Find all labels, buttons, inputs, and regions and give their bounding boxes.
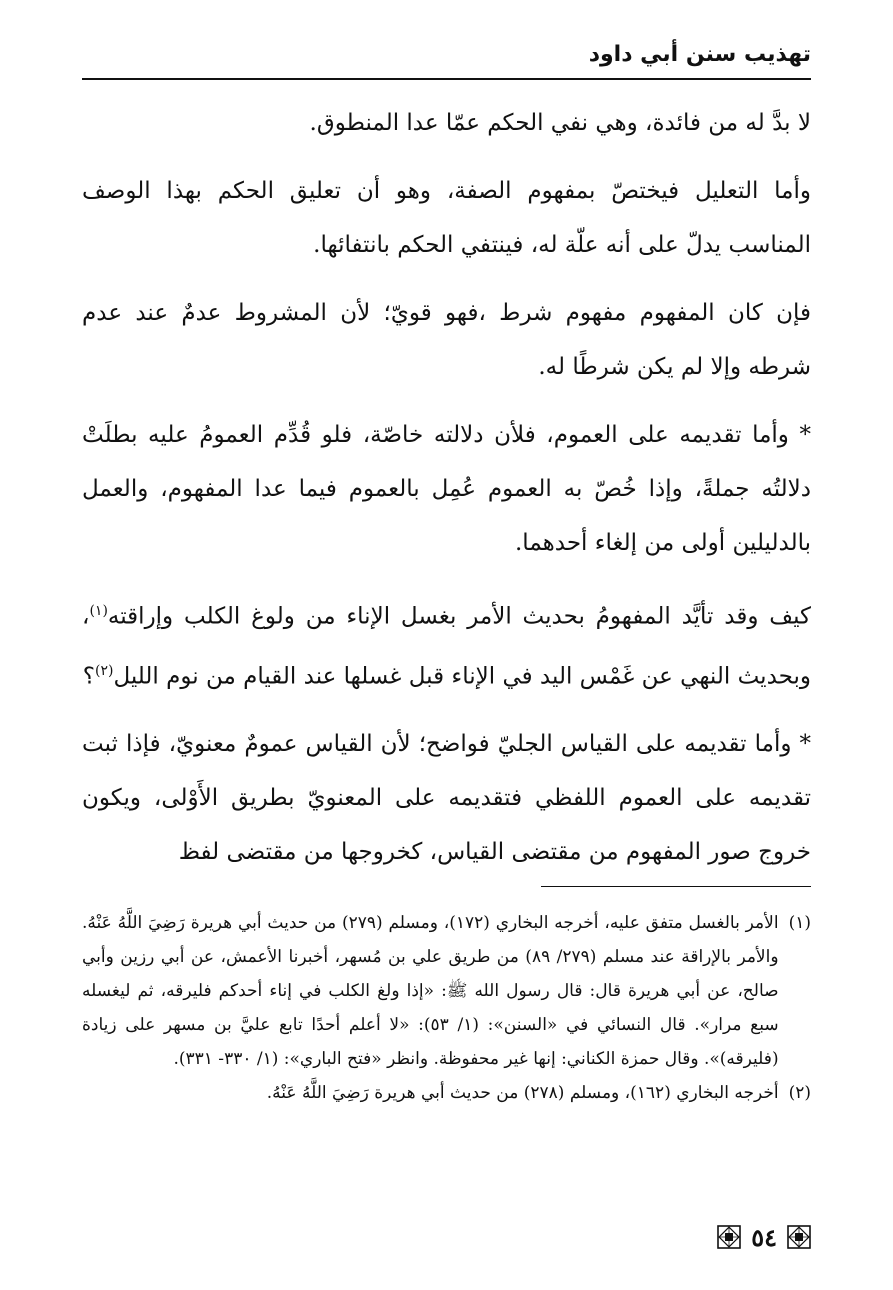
paragraph-5: [82, 584, 811, 703]
footnote-text: أخرجه البخاري (١٦٢)، ومسلم (٢٧٨) من حديث أبي هريرة رَضِيَ اللَّهُ عَنْهُ.: [266, 1083, 779, 1103]
paragraph-4: * وأما تقديمه على العموم، فلأن دلالته خاصّة، فلو قُدِّم العمومُ عليه بطلَتْ دلالتُه جملةً، وإذا خُصّ به العموم عُمِل بالعموم فيما عدا المفهوم، والعمل بالدليلين أولى من إلغاء أحدهما.: [82, 422, 811, 556]
footnote-number: (١): [788, 913, 811, 933]
paragraph-5-part-3: ؟: [82, 663, 95, 690]
footnote-ref-2: (٢): [94, 662, 114, 679]
footnote-1: [82, 906, 811, 1076]
running-header: [82, 42, 811, 78]
header-title: تهذيب سنن أبي داود: [588, 42, 811, 67]
ornament-icon: [717, 1225, 741, 1249]
paragraph-3: فإن كان المفهوم مفهوم شرط ،فهو قويّ؛ لأن المشروط عدمٌ عند عدم شرطه وإلا لم يكن شرطًا له.: [82, 300, 811, 380]
footnote-number: (٢): [788, 1083, 811, 1103]
footnote-2: [82, 1076, 811, 1110]
footnote-text: الأمر بالغسل متفق عليه، أخرجه البخاري (١٧٢)، ومسلم (٢٧٩) من حديث أبي هريرة رَضِيَ اللَّهُ عَنْهُ. والأمر بالإراقة عند مسلم (٢٧٩/ ٨٩) من طريق علي بن مُسهر، أخبرنا الأعمش، عن أبي رزين وأبي صالح، عن أبي هريرة قال: قال رسول الله ﷺ: «إذا ولغ الكلب في إناء أحدكم فليرقه، ثم ليغسله سبع مرار». قال النسائي في «السنن»: (١/ ٥٣): «لا أعلم أحدًا تابع عليَّ بن مسهر على زيادة (فليرقه)». وقال حمزة الكناني: إنها غير محفوظة. وانظر «فتح الباري»: (١/ ٣٣٠- ٣٣١).: [82, 913, 779, 1069]
paragraph-6: * وأما تقديمه على القياس الجليّ فواضح؛ لأن القياس عمومٌ معنويّ، فإذا ثبت تقديمه على العموم اللفظي فتقديمه على المعنويّ بطريق الأَوْلى، ويكون خروج صور المفهوم من مقتضى القياس، كخروجها من مقتضى لفظ: [82, 731, 811, 866]
paragraph-5-part-1: كيف وقد تأيَّد المفهومُ بحديث الأمر بغسل الإناء من ولوغ الكلب وإراقته: [107, 603, 811, 630]
paragraph-1: لا بدَّ له من فائدة، وهي نفي الحكم عمّا عدا المنطوق.: [309, 110, 811, 136]
main-text: [82, 96, 811, 893]
paragraph-5-part-2: ، وبحديث النهي عن غَمْس اليد في الإناء قبل غسلها عند القيام من نوم الليل: [82, 603, 811, 690]
footnotes: [82, 906, 811, 1110]
header-rule: [82, 78, 811, 80]
footnote-ref-1: (١): [89, 603, 108, 619]
page-number: ٥٤: [751, 1222, 777, 1252]
paragraph-2: وأما التعليل فيختصّ بمفهوم الصفة، وهو أن تعليق الحكم بهذا الوصف المناسب يدلّ على أنه علّة له، فينتفي الحكم بانتفائها.: [82, 178, 811, 258]
ornament-icon: [787, 1225, 811, 1249]
folio: [717, 1224, 811, 1250]
footnote-rule: [541, 886, 811, 887]
